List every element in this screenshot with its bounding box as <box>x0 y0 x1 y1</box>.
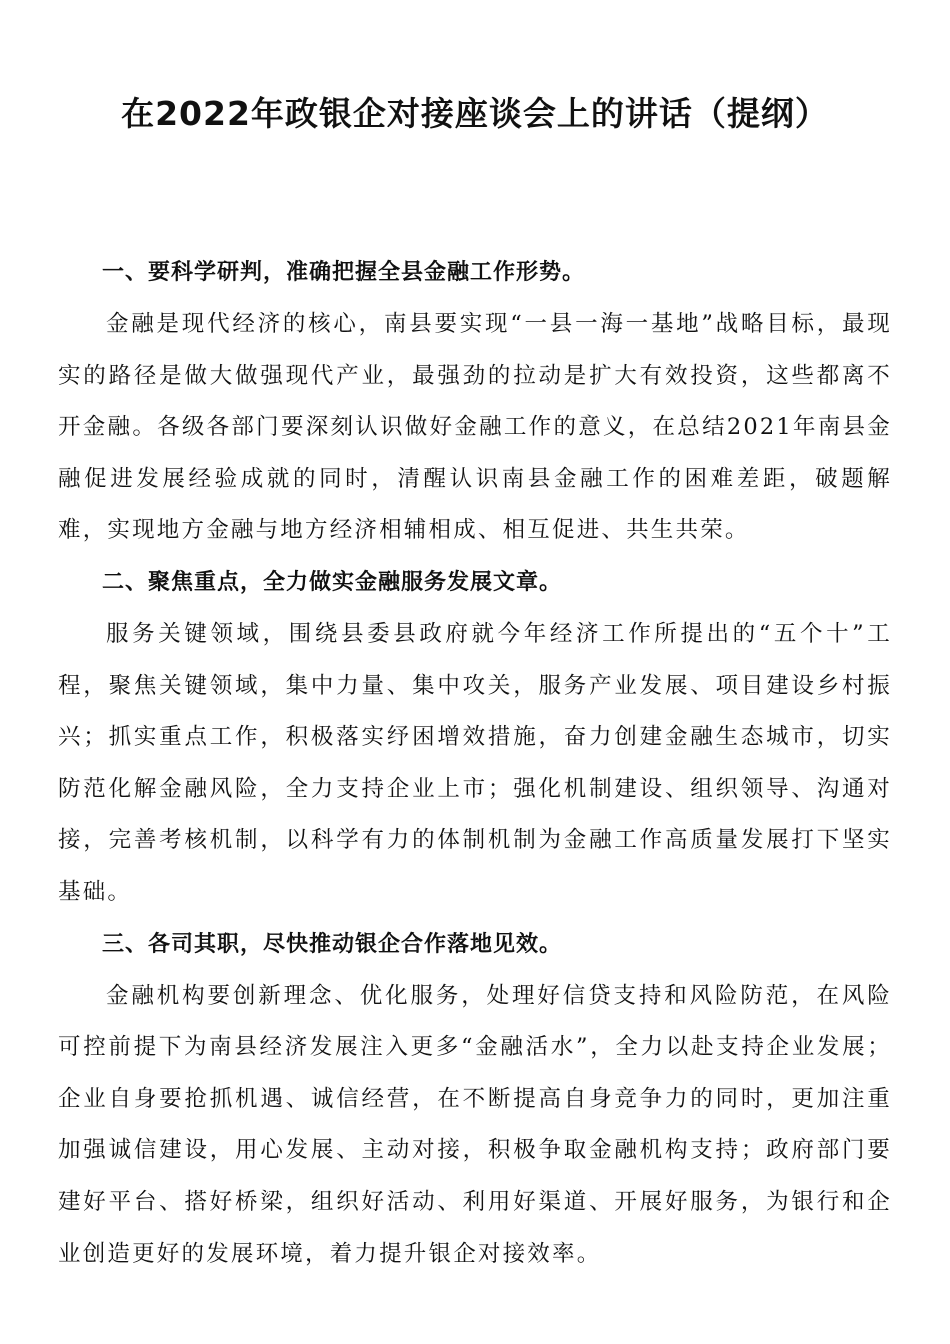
section-paragraph: 金融是现代经济的核心，南县要实现“一县一海一基地”战略目标，最现实的路径是做大做强现代产业，最强劲的拉动是扩大有效投资，这些都离不开金融。各级各部门要深刻认识做好金融工作的意义，在总结2021年南县金融促进发展经验成就的同时，清醒认识南县金融工作的困难差距，破题解难，实现地方金融与地方经济相辅相成、相互促进、共生共荣。 <box>58 311 892 544</box>
section-1 <box>58 247 892 557</box>
section-heading: 三、各司其职，尽快推动银企合作落地见效。 <box>102 931 563 957</box>
section-heading: 二、聚焦重点，全力做实金融服务发展文章。 <box>102 569 563 595</box>
section-heading: 一、要科学研判，准确把握全县金融工作形势。 <box>102 260 586 285</box>
document-body <box>58 247 892 1280</box>
document-title: 在2022年政银企对接座谈会上的讲话（提纲） <box>121 94 829 133</box>
section-paragraph: 金融机构要创新理念、优化服务，处理好信贷支持和风险防范，在风险可控前提下为南县经济发展注入更多“金融活水”，全力以赴支持企业发展；企业自身要抢抓机遇、诚信经营，在不断提高自身竞争力的同时，更加注重加强诚信建设，用心发展、主动对接，积极争取金融机构支持；政府部门要建好平台、搭好桥梁，组织好活动、利用好渠道、开展好服务，为银行和企业创造更好的发展环境，着力提升银企对接效率。 <box>58 982 892 1267</box>
section-3 <box>58 919 892 1281</box>
section-paragraph: 服务关键领域，围绕县委县政府就今年经济工作所提出的“五个十”工程，聚焦关键领域，集中力量、集中攻关，服务产业发展、项目建设乡村振兴；抓实重点工作，积极落实纾困增效措施，奋力创建金融生态城市，切实防范化解金融风险，全力支持企业上市；强化机制建设、组织领导、沟通对接，完善考核机制，以科学有力的体制机制为金融工作高质量发展打下坚实基础。 <box>58 620 892 905</box>
section-2 <box>58 557 892 919</box>
